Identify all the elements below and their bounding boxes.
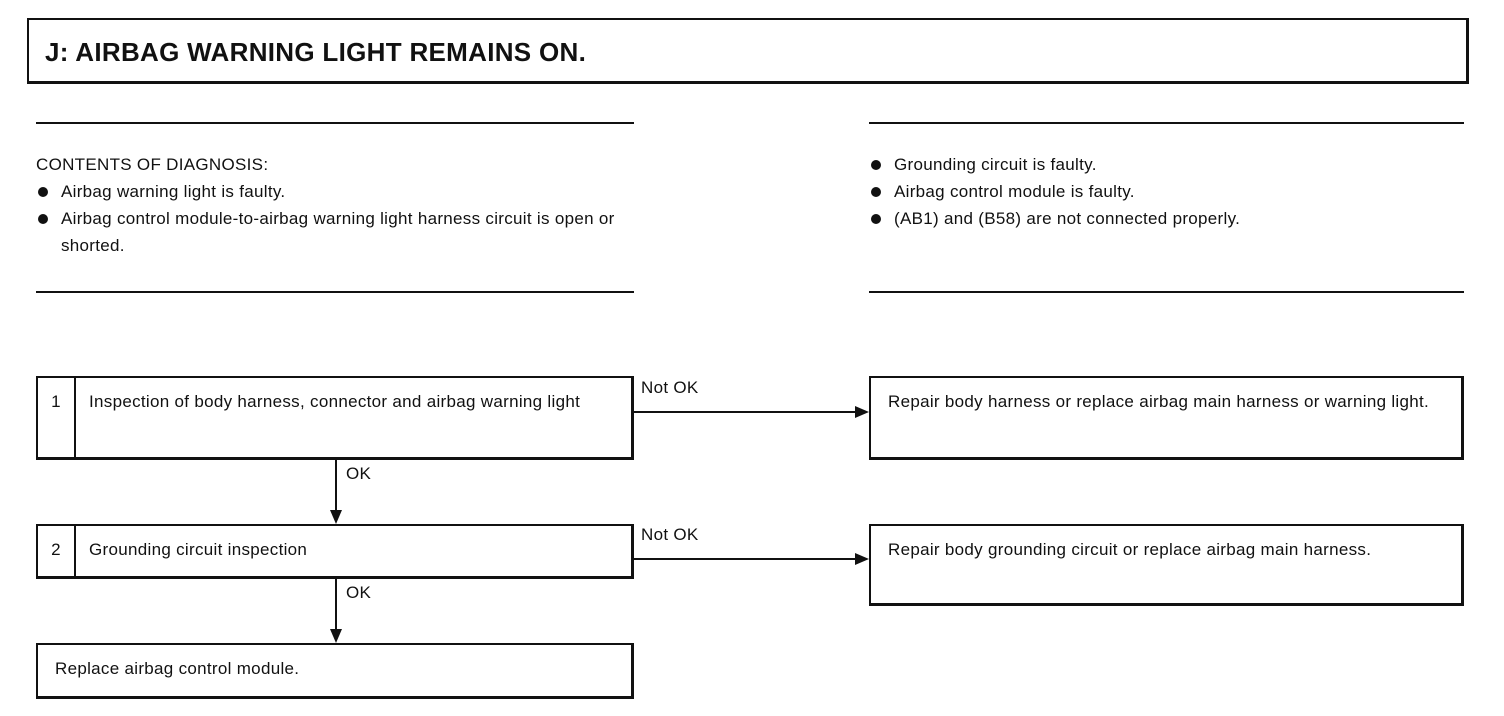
title-box — [27, 18, 1469, 84]
page-title: J: AIRBAG WARNING LIGHT REMAINS ON. — [45, 37, 587, 67]
step-text: Grounding circuit inspection — [89, 540, 308, 559]
action-text: Repair body grounding circuit or replace airbag main harness. — [888, 540, 1372, 559]
arrowhead-down-2 — [330, 629, 342, 643]
final-action-text: Replace airbag control module. — [55, 659, 300, 678]
diagnosis-right — [869, 151, 1459, 232]
step-box-2 — [36, 524, 634, 579]
step-number: 2 — [38, 526, 76, 576]
not-ok-label: Not OK — [641, 525, 699, 544]
list-item: Airbag control module-to-airbag warning light harness circuit is open or shorted. — [36, 205, 626, 259]
diagnosis-right-list — [869, 151, 1459, 232]
action-box-2 — [869, 524, 1464, 606]
not-ok-label: Not OK — [641, 378, 699, 397]
list-item: (AB1) and (B58) are not connected properly. — [869, 205, 1459, 232]
arrowhead-down-1 — [330, 510, 342, 524]
final-action-box — [36, 643, 634, 699]
action-box-1 — [869, 376, 1464, 460]
diagnosis-heading: CONTENTS OF DIAGNOSIS: — [36, 155, 269, 174]
list-item: Airbag control module is faulty. — [869, 178, 1459, 205]
step-text: Inspection of body harness, connector and airbag warning light — [89, 392, 581, 411]
divider-bottom-right — [869, 291, 1464, 293]
divider-top-left — [36, 122, 634, 124]
divider-top-right — [869, 122, 1464, 124]
diagnosis-left-list — [36, 178, 626, 259]
diagnosis-left — [36, 151, 626, 259]
divider-bottom-left — [36, 291, 634, 293]
ok-label: OK — [346, 464, 372, 483]
ok-label: OK — [346, 583, 372, 602]
arrowhead-right-1 — [855, 406, 869, 418]
list-item: Grounding circuit is faulty. — [869, 151, 1459, 178]
step-number: 1 — [38, 378, 76, 457]
list-item: Airbag warning light is faulty. — [36, 178, 626, 205]
step-box-1 — [36, 376, 634, 460]
action-text: Repair body harness or replace airbag main harness or warning light. — [888, 392, 1430, 411]
arrowhead-right-2 — [855, 553, 869, 565]
